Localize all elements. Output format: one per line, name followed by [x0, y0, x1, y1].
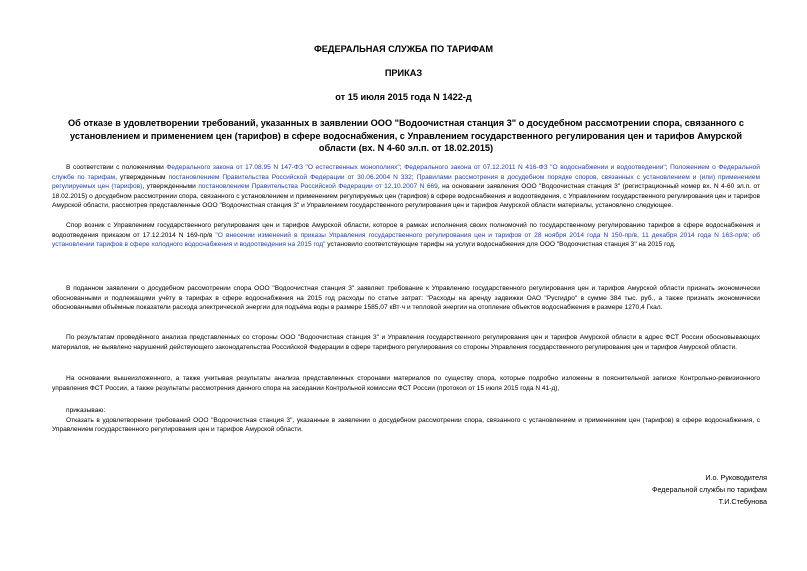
law-link-natural-monopolies[interactable]: Федерального закона от 17.08.95 N 147-ФЗ "О естественных монополиях" [166, 164, 400, 171]
text-run: , утвержденными [142, 183, 199, 191]
signature-agency: Федеральной службы по тарифам [652, 485, 767, 494]
text-run: ; [399, 164, 405, 171]
text-run: , утвержденным [115, 173, 169, 181]
agency-heading: ФЕДЕРАЛЬНАЯ СЛУЖБА ПО ТАРИФАМ [313, 44, 494, 54]
date-number-heading: от 15 июля 2015 года N 1422-д [335, 92, 472, 102]
signature-position: И.о. Руководителя [705, 473, 767, 482]
doc-type-heading: ПРИКАЗ [384, 68, 423, 78]
analysis-text: По результатам проведённого анализа представленных со стороны ООО "Водоочистная станция 3" и Управления государственного регулирования цен и тарифов Амурской области в адрес ФСТ России обосновывающих материалов, не выявлено нарушений действующего законодательства Российской Федерации в сфере тарифного регулирования со стороны Управления государственного регулирования цен и тарифов Амурской области. [52, 334, 760, 351]
document-title: Об отказе в удовлетворении требований, указанных в заявлении ООО "Водоочистная станция 3" о досудебном рассмотрении спора, связанного с установлением и применением цен (тарифов) в сфере водоснабжения, с Управлением государственного регулирования цен и тарифов Амурской области (вх. N 4-60 эл.п. от 18.02.2015) [68, 118, 744, 153]
order-link-tariffs-2015[interactable]: "О внесении изменений в приказы Управления государственного регулирования цен и тарифов от 28 ноября 2014 года N 150-пр/в, 11 декабря 2014 года N 163-пр/в; об установлении тарифов в сфере холодного водоснабжения и водоотведения на 2015 год" [52, 231, 760, 249]
paragraph-conclusion [52, 374, 760, 393]
decree-link-669[interactable]: постановлением Правительства Российской Федерации от 12.10.2007 N 669 [198, 183, 438, 191]
paragraph-order [52, 406, 760, 435]
text-run: установило соответствующие тарифы на услуги водоснабжения для ООО "Водоочистная станция 3" на 2015 год. [325, 241, 676, 249]
text-run: Спор возник с Управлением государственного регулирования цен и тарифов Амурской области, которое в рамках исполнения своих полномочий по государственному регулированию тарифов в сфере водоснабжения и водоотведения приказом от 17.12.2014 N 169-пр/в [52, 222, 760, 239]
conclusion-text: На основании вышеизложенного, а также учитывая результаты анализа представленных сторонами материалов по существу спора, которые подробно изложены в пояснительной записке Контрольно-ревизионного управления ФСТ России, а также результаты рассмотрения данного спора на заседании Контрольной комиссии ФСТ России (протокол от 15 июля 2015 года N 41-д), [52, 375, 760, 392]
regulation-link-fst[interactable]: Положением о Федеральной службе по тарифам [52, 164, 760, 181]
paragraph-claim [52, 284, 760, 313]
signature-name: Т.И.Стебунова [718, 497, 767, 506]
rules-link-disputes[interactable]: Правилами рассмотрения в досудебном порядке споров, связанных с установлением и (или) применением регулируемых цен (тарифов) [52, 173, 760, 191]
text-run: ; [411, 173, 417, 181]
order-lead: приказываю: [66, 407, 106, 414]
text-run: ; [665, 164, 671, 171]
order-text: Отказать в удовлетворении требований ООО "Водоочистная станция 3", указанные в заявлении о досудебном рассмотрении спора, связанного с установлением и применением цен (тарифов) в сфере водоснабжения, с Управлением государственного регулирования цен и тарифов Амурской области. [52, 416, 760, 434]
paragraph-legal-basis [52, 163, 760, 211]
paragraph-dispute [52, 221, 760, 250]
text-run: В соответствии с положениями [66, 164, 167, 171]
text-run: , на основании заявления ООО "Водоочистная станция 3" (регистрационный номер вх. N 4-60 эл.п. от 18.02.2015) о досудебном рассмотрении спора, связанного с установлением и применением регулируемых цен (тарифов) в сфере водоснабжения и водоотведения, с Управлением государственного регулирования цен и тарифов Амурской области, рассмотрев представленные ООО "Водоочистная станция 3" и Управлением государственного регулирования цен и тарифов Амурской области материалы, установлено следующее. [52, 183, 760, 210]
paragraph-analysis [52, 333, 760, 352]
decree-link-332[interactable]: постановлением Правительства Российской Федерации от 30.06.2004 N 332 [168, 173, 412, 181]
law-link-water-supply[interactable]: Федерального закона от 07.12.2011 N 416-ФЗ "О водоснабжении и водоотведении" [404, 164, 666, 171]
signature-block [652, 472, 767, 508]
claim-text: В поданном заявлении о досудебном рассмотрении спора ООО "Водоочистная станция 3" заявляет требование к Управлению государственного регулирования цен и тарифов Амурской области признать экономически обоснованными и подлежащими учёту в тарифах в сфере водоснабжения на 2015 год расходы по статье затрат: "Расходы на аренду задвижки ОАО "Русгидро" в сумме 384 тыс. руб., а также признать экономически обоснованными объёмные показатели расхода электрической энергии для подъёма воды в размере 1585,07 кВт·ч и тепловой энергии на отопление объектов водоснабжения в размере 1270,4 Гкал. [52, 285, 760, 312]
